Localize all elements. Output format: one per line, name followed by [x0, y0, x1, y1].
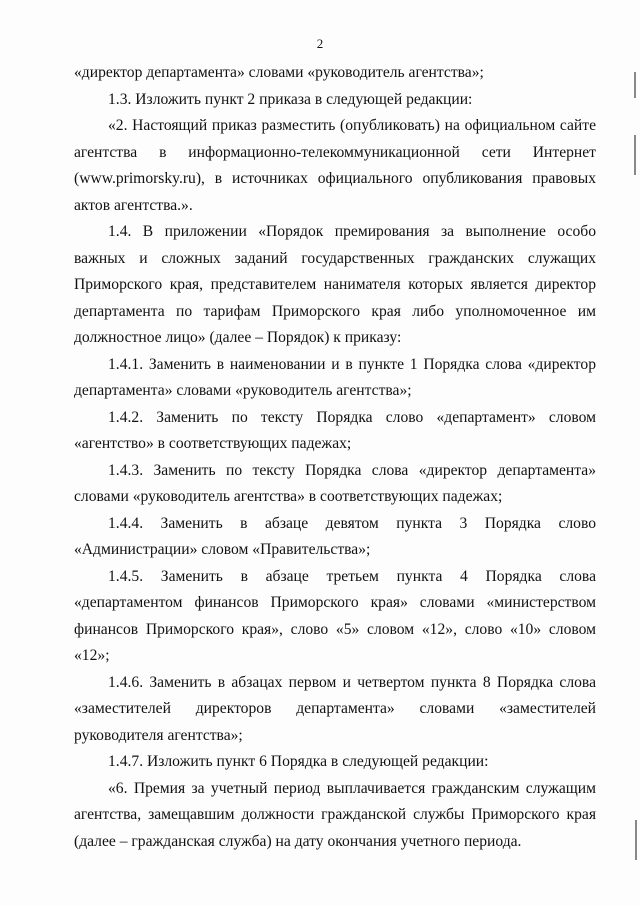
- paragraph-1-4-2: 1.4.2. Заменить по тексту Порядка слово «департамент» словом «агентство» в соответствующих падежах;: [74, 408, 596, 452]
- paragraph-quote-6: «6. Премия за учетный период выплачивается гражданским служащим агентства, замещавшим должности гражданской службы Приморского края (далее – гражданская служба) на дату окончания учетного периода.: [74, 779, 596, 850]
- paragraph-1-4-1: 1.4.1. Заменить в наименовании и в пункте 1 Порядка слова «директор департамента» словами «руководитель агентства»;: [74, 355, 596, 399]
- paragraph-continuation: «директор департамента» словами «руководитель агентства»;: [74, 64, 484, 81]
- paragraph-1-3: 1.3. Изложить пункт 2 приказа в следующей редакции:: [108, 90, 473, 108]
- paragraph-1-4-4: 1.4.4. Заменить в абзаце девятом пункта 3 Порядка слово «Администрации» словом «Правительства»;: [74, 514, 596, 558]
- paragraph-1-4-5: 1.4.5. Заменить в абзаце третьем пункта 4 Порядка слова «департаментом финансов Приморского края» словами «министерством финансов Приморского края», слово «5» словом «12», слово «10» словом «12»;: [74, 567, 596, 664]
- paragraph-1-4: 1.4. В приложении «Порядок премирования за выполнение особо важных и сложных заданий государственных гражданских служащих Приморского края, представителем нанимателя которых является директор департамента по тарифам Приморского края либо уполномоченное им должностное лицо» (далее – Порядок) к приказу:: [74, 223, 596, 346]
- page-number: 2: [316, 36, 324, 51]
- paragraph-1-4-3: 1.4.3. Заменить по тексту Порядка слова «директор департамента» словами «руководитель агентства» в соответствующих падежах;: [74, 461, 596, 505]
- paragraph-quote-2: «2. Настоящий приказ разместить (опубликовать) на официальном сайте агентства в информационно-телекоммуникационной сети Интернет (www.primorsky.ru), в источниках официального опубликования правовых актов агентства.».: [74, 117, 596, 214]
- scan-edge-mark: [634, 72, 636, 98]
- scan-edge-mark: [634, 135, 636, 175]
- scan-edge-mark: [635, 820, 637, 860]
- paragraph-1-4-7: 1.4.7. Изложить пункт 6 Порядка в следующей редакции:: [108, 753, 489, 770]
- document-body: [74, 60, 596, 855]
- paragraph-1-4-6: 1.4.6. Заменить в абзацах первом и четвертом пункта 8 Порядка слова «заместителей директоров департамента» словами «заместителей руководителя агентства»;: [74, 673, 596, 744]
